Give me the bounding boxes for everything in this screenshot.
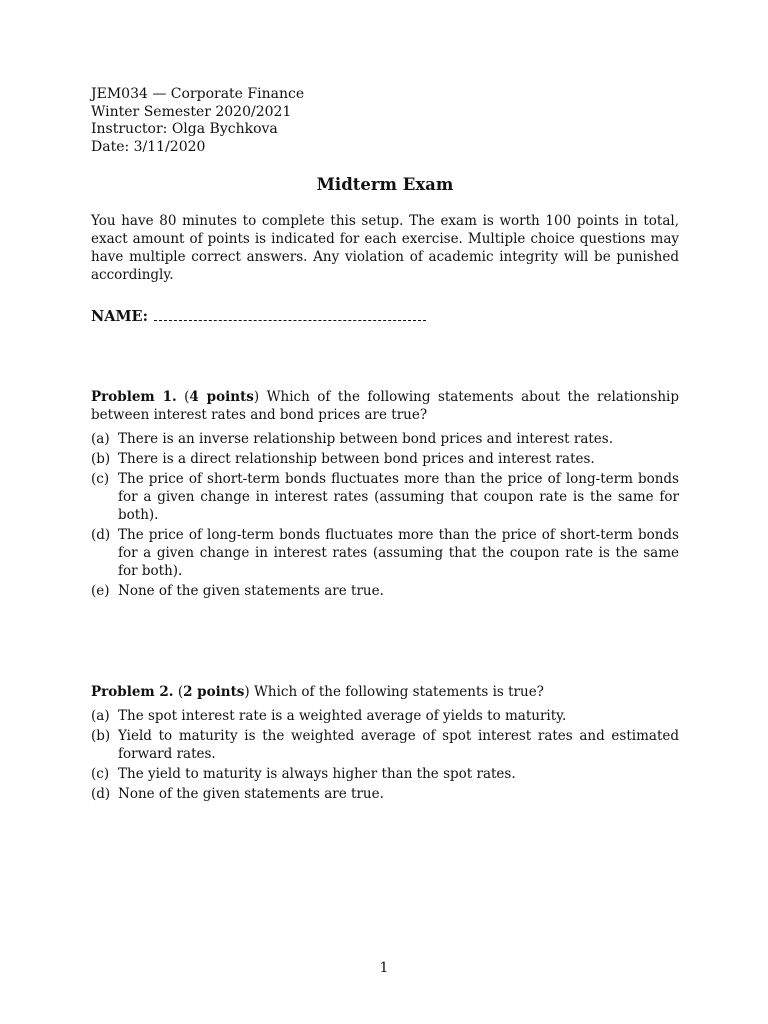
- problem-2-question: Which of the following statements is true?: [254, 684, 544, 700]
- problem-1-question: Which of the following statements about the relationship between interest rates and bond prices are true?: [91, 389, 679, 423]
- exam-date: Date: 3/11/2020: [91, 138, 206, 155]
- problem-2-open-paren: (: [177, 684, 184, 700]
- problem-1-close-paren: ): [253, 389, 260, 405]
- option-text: There is a direct relationship between bond prices and interest rates.: [118, 451, 595, 467]
- option-label: (d): [91, 786, 111, 802]
- instructor: Instructor: Olga Bychkova: [91, 121, 278, 137]
- page-number: 1: [379, 960, 389, 976]
- problem-2-points: 2 points: [183, 684, 245, 700]
- problem-1-option-a: [91, 430, 679, 448]
- option-text: There is an inverse relationship between bond prices and interest rates.: [118, 431, 614, 447]
- problem-2-option-b: [91, 727, 679, 763]
- problem-2-option-c: [91, 765, 679, 783]
- option-text: The spot interest rate is a weighted average of yields to maturity.: [118, 708, 567, 724]
- option-label: (c): [91, 471, 110, 487]
- problem-1-option-e: [91, 582, 679, 600]
- course-title: JEM034 — Corporate Finance: [91, 86, 305, 102]
- problem-1: [91, 388, 679, 602]
- option-label: (b): [91, 728, 111, 744]
- problem-2-options: [91, 707, 679, 803]
- option-text: The price of long-term bonds fluctuates more than the price of short-term bonds for a given change in interest rates (assuming that the coupon rate is the same for both).: [118, 527, 679, 579]
- option-label: (a): [91, 708, 110, 724]
- option-text: None of the given statements are true.: [118, 583, 384, 599]
- option-label: (b): [91, 451, 111, 467]
- problem-1-number: Problem 1.: [91, 389, 177, 405]
- problem-1-option-c: [91, 470, 679, 524]
- exam-page: [91, 86, 679, 802]
- problem-2-option-a: [91, 707, 679, 725]
- problem-1-heading: [91, 388, 679, 424]
- problem-1-option-b: [91, 450, 679, 468]
- option-label: (d): [91, 527, 111, 543]
- problem-1-open-paren: (: [184, 389, 190, 405]
- name-row: [91, 306, 679, 326]
- problem-1-options: [91, 430, 679, 600]
- option-text: Yield to maturity is the weighted average of spot interest rates and estimated forward rates.: [118, 728, 679, 762]
- problem-2-option-d: [91, 785, 679, 803]
- option-text: The yield to maturity is always higher than the spot rates.: [118, 766, 516, 782]
- exam-instructions: You have 80 minutes to complete this setup. The exam is worth 100 points in total, exact amount of points is indicated for each exercise. Multiple choice questions may have multiple correct answers. Any violation of academic integrity will be punished accordingly.: [91, 212, 679, 283]
- option-label: (c): [91, 766, 110, 782]
- name-label: NAME:: [91, 307, 148, 325]
- problem-2: [91, 683, 679, 805]
- problem-1-points: 4 points: [189, 389, 254, 405]
- problem-2-close-paren: ): [244, 684, 250, 700]
- option-text: The price of short-term bonds fluctuates more than the price of long-term bonds for a given change in interest rates (assuming that coupon rate is the same for both).: [118, 471, 679, 523]
- option-text: None of the given statements are true.: [118, 786, 384, 802]
- option-label: (a): [91, 431, 110, 447]
- exam-title: Midterm Exam: [316, 175, 454, 194]
- problem-2-heading: [91, 683, 679, 701]
- semester: Winter Semester 2020/2021: [91, 103, 292, 120]
- course-header: [91, 86, 679, 156]
- option-label: (e): [91, 583, 110, 599]
- problem-2-number: Problem 2.: [91, 684, 174, 700]
- name-blank-line: [154, 306, 426, 321]
- problem-1-option-d: [91, 526, 679, 580]
